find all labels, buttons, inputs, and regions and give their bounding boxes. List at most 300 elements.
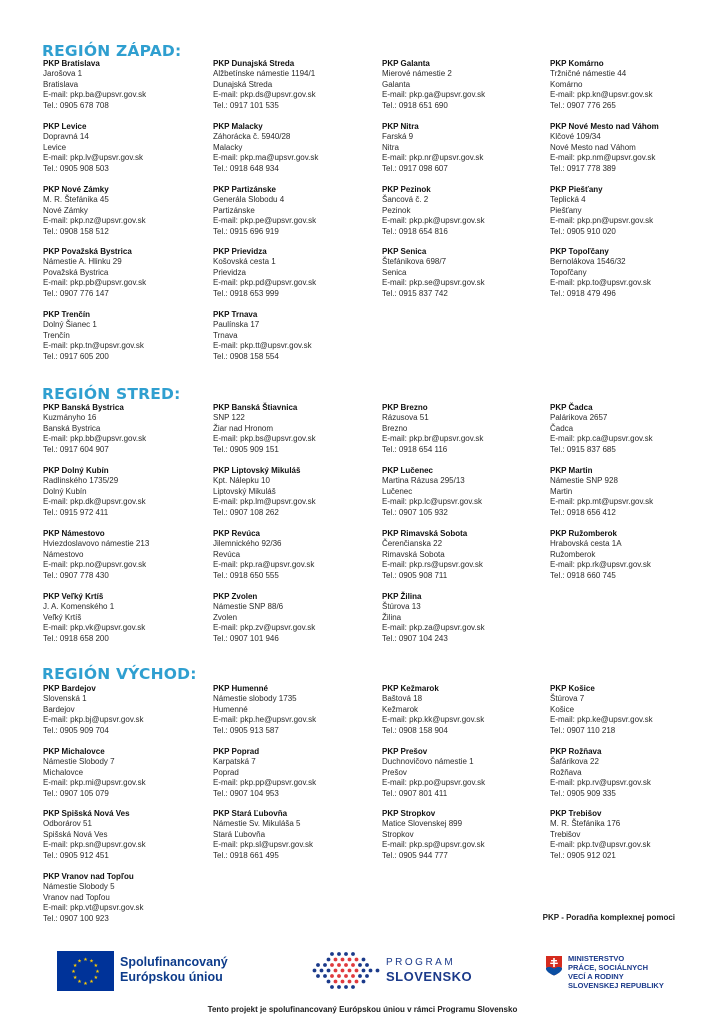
office-address: Záhorácka č. 5940/28 <box>213 132 291 142</box>
office-card <box>43 592 205 644</box>
office-city: Martin <box>550 486 573 496</box>
program-logo-dot <box>341 980 345 984</box>
office-address: J. A. Komenského 1 <box>43 602 115 612</box>
office-email[interactable]: E-mail: pkp.br@upsvr.gov.sk <box>382 434 484 444</box>
office-city: Dunajská Streda <box>213 79 273 89</box>
office-card <box>213 592 375 644</box>
office-address: Paulínska 17 <box>213 320 260 330</box>
office-name: PKP Poprad <box>213 747 260 756</box>
office-email[interactable]: E-mail: pkp.lc@upsvr.gov.sk <box>382 497 483 507</box>
eu-star-icon: ★ <box>83 956 88 963</box>
office-address: Kuzmányho 16 <box>43 413 97 423</box>
office-email[interactable]: E-mail: pkp.ds@upsvr.gov.sk <box>213 90 316 100</box>
office-address: Košovská cesta 1 <box>213 257 276 267</box>
program-logo-dot <box>362 969 366 973</box>
office-email[interactable]: E-mail: pkp.po@upsvr.gov.sk <box>382 778 486 788</box>
office-city: Humenné <box>213 704 248 714</box>
office-address: Dopravná 14 <box>43 132 89 142</box>
program-logo-dot <box>351 952 355 956</box>
office-phone: Tel.: 0905 909 704 <box>43 725 109 735</box>
office-city: Rožňava <box>550 767 582 777</box>
program-logo-dot <box>348 980 352 984</box>
office-phone: Tel.: 0918 654 116 <box>382 444 448 454</box>
office-address: Slovenská 1 <box>43 694 87 704</box>
office-email[interactable]: E-mail: pkp.bj@upsvr.gov.sk <box>43 715 144 725</box>
office-city: Považská Bystrica <box>43 267 109 277</box>
footer-note: Tento projekt je spolufinancovaný Európskou úniou v rámci Programu Slovensko <box>207 1005 518 1014</box>
office-city: Michalovce <box>43 767 84 777</box>
eu-star-icon: ★ <box>89 979 94 986</box>
office-city: Stará Ľubovňa <box>213 829 266 839</box>
office-card <box>43 529 205 581</box>
region-title-zapad: REGIÓN ZÁPAD: <box>42 42 182 60</box>
office-email[interactable]: E-mail: pkp.rk@upsvr.gov.sk <box>550 560 651 570</box>
office-phone: Tel.: 0907 776 265 <box>550 100 616 110</box>
office-email[interactable]: E-mail: pkp.kk@upsvr.gov.sk <box>382 715 485 725</box>
office-city: Nové Zámky <box>43 205 88 215</box>
office-card <box>43 466 205 518</box>
office-card <box>550 403 712 455</box>
office-name: PKP Malacky <box>213 122 263 131</box>
program-slovensko-label <box>386 956 472 984</box>
office-phone: Tel.: 0918 656 412 <box>550 507 616 517</box>
office-email[interactable]: E-mail: pkp.pe@upsvr.gov.sk <box>213 216 317 226</box>
office-name: PKP Trenčín <box>43 310 90 319</box>
program-logo-dot <box>327 969 331 973</box>
office-address: M. R. Štefánika 176 <box>550 819 621 829</box>
office-email[interactable]: E-mail: pkp.ke@upsvr.gov.sk <box>550 715 653 725</box>
program-logo-dot <box>355 980 359 984</box>
office-phone: Tel.: 0918 479 496 <box>550 288 616 298</box>
program-logo-dot <box>337 974 341 978</box>
region-title-vychod: REGIÓN VÝCHOD: <box>42 665 197 683</box>
office-address: Baštová 18 <box>382 694 423 704</box>
office-city: Žilina <box>382 612 402 622</box>
slovak-coat-of-arms-icon <box>545 955 563 976</box>
office-name: PKP Galanta <box>382 59 430 68</box>
office-card <box>213 684 375 736</box>
office-email[interactable]: E-mail: pkp.za@upsvr.gov.sk <box>382 623 485 633</box>
office-name: PKP Dunajská Streda <box>213 59 295 68</box>
office-city: Nitra <box>382 142 399 152</box>
office-address: SNP 122 <box>213 413 245 423</box>
office-card <box>43 122 205 174</box>
office-email[interactable]: E-mail: pkp.vk@upsvr.gov.sk <box>43 623 146 633</box>
office-city: Prievidza <box>213 267 246 277</box>
office-phone: Tel.: 0908 158 554 <box>213 351 279 361</box>
program-logo-dot <box>337 985 341 989</box>
office-address: Radlinského 1735/29 <box>43 476 119 486</box>
program-logo-dot <box>334 980 338 984</box>
office-card <box>43 747 205 799</box>
eu-star-icon: ★ <box>77 979 82 986</box>
office-address: Dolný Šianec 1 <box>43 320 97 330</box>
office-name: PKP Dolný Kubín <box>43 466 109 475</box>
office-phone: Tel.: 0907 110 218 <box>550 725 616 735</box>
office-address: Štúrova 7 <box>550 694 585 704</box>
program-logo-dot <box>334 969 338 973</box>
office-city: Dolný Kubín <box>43 486 87 496</box>
office-phone: Tel.: 0918 651 690 <box>382 100 448 110</box>
office-name: PKP Rimavská Sobota <box>382 529 468 538</box>
office-city: Kežmarok <box>382 704 419 714</box>
office-city: Námestovo <box>43 549 84 559</box>
program-logo-dot <box>344 952 348 956</box>
office-address: Námestie Slobody 5 <box>43 882 115 892</box>
office-name: PKP Pezinok <box>382 185 431 194</box>
office-card <box>213 247 375 299</box>
office-email[interactable]: E-mail: pkp.pb@upsvr.gov.sk <box>43 278 147 288</box>
office-address: Karpatská 7 <box>213 757 256 767</box>
office-card <box>382 403 544 455</box>
office-city: Malacky <box>213 142 243 152</box>
office-card <box>213 747 375 799</box>
office-city: Senica <box>382 267 407 277</box>
office-card <box>382 592 544 644</box>
program-logo-dot <box>348 969 352 973</box>
office-phone: Tel.: 0905 908 503 <box>43 163 109 173</box>
office-address: Matice Slovenskej 899 <box>382 819 463 829</box>
ministry-label <box>568 954 664 990</box>
office-phone: Tel.: 0905 908 711 <box>382 570 448 580</box>
office-name: PKP Nové Zámky <box>43 185 109 194</box>
office-card <box>550 185 712 237</box>
region-title-stred: REGIÓN STRED: <box>42 385 181 403</box>
office-email[interactable]: E-mail: pkp.pd@upsvr.gov.sk <box>213 278 317 288</box>
office-phone: Tel.: 0905 912 021 <box>550 850 616 860</box>
office-email[interactable]: E-mail: pkp.zv@upsvr.gov.sk <box>213 623 316 633</box>
office-name: PKP Humenné <box>213 684 268 693</box>
program-logo-dot <box>369 969 373 973</box>
office-email[interactable]: E-mail: pkp.to@upsvr.gov.sk <box>550 278 651 288</box>
office-email[interactable]: E-mail: pkp.tv@upsvr.gov.sk <box>550 840 651 850</box>
office-name: PKP Spišská Nová Ves <box>43 809 130 818</box>
office-name: PKP Prešov <box>382 747 428 756</box>
office-city: Rimavská Sobota <box>382 549 445 559</box>
ministry-line2: PRÁCE, SOCIÁLNYCH <box>568 963 649 972</box>
office-address: Hrabovská cesta 1A <box>550 539 622 549</box>
program-logo-dot <box>344 974 348 978</box>
office-address: Bernolákova 1546/32 <box>550 257 626 267</box>
office-city: Trnava <box>213 330 238 340</box>
office-address: Odborárov 51 <box>43 819 92 829</box>
eu-star-icon: ★ <box>93 962 99 969</box>
office-city: Banská Bystrica <box>43 423 101 433</box>
ministry-line1: MINISTERSTVO <box>568 954 625 963</box>
eu-star-icon: ★ <box>72 962 78 969</box>
office-email[interactable]: E-mail: pkp.mi@upsvr.gov.sk <box>43 778 146 788</box>
program-logo-dot <box>344 985 348 989</box>
office-phone: Tel.: 0908 158 512 <box>43 226 109 236</box>
ministry-line3: VECÍ A RODINY <box>568 972 624 981</box>
office-name: PKP Senica <box>382 247 427 256</box>
eu-star-icon: ★ <box>89 958 94 965</box>
office-city: Bardejov <box>43 704 75 714</box>
office-name: PKP Revúca <box>213 529 260 538</box>
office-email[interactable]: E-mail: pkp.nm@upsvr.gov.sk <box>550 153 656 163</box>
office-address: Námestie Sv. Mikuláša 5 <box>213 819 301 829</box>
program-logo-dot <box>320 969 324 973</box>
office-card <box>213 122 375 174</box>
office-city: Trenčín <box>43 330 70 340</box>
office-city: Brezno <box>382 423 408 433</box>
office-city: Topoľčany <box>550 267 587 277</box>
office-city: Vranov nad Topľou <box>43 892 110 902</box>
office-name: PKP Brezno <box>382 403 428 412</box>
office-address: M. R. Štefánika 45 <box>43 195 109 205</box>
office-card <box>382 747 544 799</box>
office-email[interactable]: E-mail: pkp.dk@upsvr.gov.sk <box>43 497 146 507</box>
office-phone: Tel.: 0915 696 919 <box>213 226 279 236</box>
office-email[interactable]: E-mail: pkp.lv@upsvr.gov.sk <box>43 153 144 163</box>
office-email[interactable]: E-mail: pkp.sl@upsvr.gov.sk <box>213 840 314 850</box>
office-phone: Tel.: 0918 648 934 <box>213 163 279 173</box>
office-city: Partizánske <box>213 205 255 215</box>
program-logo-dot <box>327 958 331 962</box>
office-email[interactable]: E-mail: pkp.kn@upsvr.gov.sk <box>550 90 653 100</box>
office-card <box>550 747 712 799</box>
office-city: Čadca <box>550 423 574 433</box>
office-phone: Tel.: 0908 158 904 <box>382 725 448 735</box>
program-logo-dot <box>330 963 334 967</box>
office-card <box>382 247 544 299</box>
office-city: Piešťany <box>550 205 582 215</box>
office-phone: Tel.: 0907 101 946 <box>213 633 279 643</box>
office-address: Šancová č. 2 <box>382 195 429 205</box>
office-city: Komárno <box>550 79 583 89</box>
office-card <box>43 684 205 736</box>
office-phone: Tel.: 0907 105 079 <box>43 788 109 798</box>
program-logo-dot <box>351 985 355 989</box>
office-city: Trebišov <box>550 829 581 839</box>
office-name: PKP Prievidza <box>213 247 267 256</box>
office-name: PKP Zvolen <box>213 592 258 601</box>
office-email[interactable]: E-mail: pkp.sp@upsvr.gov.sk <box>382 840 485 850</box>
office-card <box>213 529 375 581</box>
office-name: PKP Kežmarok <box>382 684 439 693</box>
office-email[interactable]: E-mail: pkp.ga@upsvr.gov.sk <box>382 90 486 100</box>
office-address: Jarošova 1 <box>43 69 83 79</box>
office-address: Alžbetínske námestie 1194/1 <box>213 69 316 79</box>
program-logo-dot <box>327 980 331 984</box>
program-logo-dot <box>351 974 355 978</box>
office-email[interactable]: E-mail: pkp.tt@upsvr.gov.sk <box>213 341 312 351</box>
program-logo-dot <box>341 958 345 962</box>
office-card <box>382 809 544 861</box>
office-email[interactable]: E-mail: pkp.nr@upsvr.gov.sk <box>382 153 484 163</box>
office-card <box>382 185 544 237</box>
program-logo-dot <box>376 969 380 973</box>
office-card <box>43 872 205 924</box>
program-logo-dot <box>313 969 317 973</box>
office-phone: Tel.: 0907 104 243 <box>382 633 448 643</box>
eu-cofinanced-line1: Spolufinancovaný <box>120 955 228 969</box>
program-logo-dot <box>348 958 352 962</box>
office-email[interactable]: E-mail: pkp.pp@upsvr.gov.sk <box>213 778 317 788</box>
office-city: Prešov <box>382 767 407 777</box>
program-logo-dot <box>334 958 338 962</box>
office-city: Veľký Krtíš <box>43 612 82 622</box>
office-phone: Tel.: 0918 661 495 <box>213 850 279 860</box>
office-card <box>382 59 544 111</box>
office-name: PKP Rožňava <box>550 747 602 756</box>
office-email[interactable]: E-mail: pkp.rs@upsvr.gov.sk <box>382 560 483 570</box>
program-logo-dot <box>362 980 366 984</box>
office-address: Tržničné námestie 44 <box>550 69 627 79</box>
office-name: PKP Nitra <box>382 122 419 131</box>
office-email[interactable]: E-mail: pkp.lm@upsvr.gov.sk <box>213 497 316 507</box>
office-phone: Tel.: 0907 104 953 <box>213 788 279 798</box>
office-phone: Tel.: 0905 910 020 <box>550 226 616 236</box>
office-card <box>550 59 712 111</box>
office-email[interactable]: E-mail: pkp.se@upsvr.gov.sk <box>382 278 485 288</box>
office-email[interactable]: E-mail: pkp.ra@upsvr.gov.sk <box>213 560 315 570</box>
office-address: Mierové námestie 2 <box>382 69 452 79</box>
program-logo-dot <box>344 963 348 967</box>
office-city: Zvolen <box>213 612 238 622</box>
office-card <box>213 403 375 455</box>
office-name: PKP Veľký Krtíš <box>43 592 104 601</box>
office-card <box>550 122 712 174</box>
office-card <box>382 529 544 581</box>
office-name: PKP Ružomberok <box>550 529 617 538</box>
office-city: Ružomberok <box>550 549 596 559</box>
office-email[interactable]: E-mail: pkp.ba@upsvr.gov.sk <box>43 90 147 100</box>
office-address: Martina Rázusa 295/13 <box>382 476 465 486</box>
office-card <box>213 185 375 237</box>
office-email[interactable]: E-mail: pkp.vt@upsvr.gov.sk <box>43 903 144 913</box>
office-city: Levice <box>43 142 67 152</box>
office-email[interactable]: E-mail: pkp.pn@upsvr.gov.sk <box>550 216 654 226</box>
office-email[interactable]: E-mail: pkp.nz@upsvr.gov.sk <box>43 216 146 226</box>
office-phone: Tel.: 0905 678 708 <box>43 100 109 110</box>
office-address: Jilemnického 92/36 <box>213 539 282 549</box>
program-label-line1: PROGRAM <box>386 957 456 968</box>
office-card <box>550 684 712 736</box>
office-address: Štefánikova 698/7 <box>382 257 447 267</box>
office-name: PKP Levice <box>43 122 87 131</box>
office-address: Námestie Slobody 7 <box>43 757 115 767</box>
office-phone: Tel.: 0918 654 816 <box>382 226 448 236</box>
office-name: PKP Vranov nad Topľou <box>43 872 134 881</box>
office-name: PKP Liptovský Mikuláš <box>213 466 301 475</box>
office-city: Galanta <box>382 79 411 89</box>
office-name: PKP Stará Ľubovňa <box>213 809 288 818</box>
office-card <box>213 59 375 111</box>
office-city: Košice <box>550 704 575 714</box>
office-phone: Tel.: 0918 658 200 <box>43 633 109 643</box>
office-phone: Tel.: 0905 909 335 <box>550 788 616 798</box>
office-address: Palárikova 2657 <box>550 413 608 423</box>
office-address: Farská 9 <box>382 132 414 142</box>
eu-flag-icon <box>57 951 114 991</box>
office-address: Hviezdoslavovo námestie 213 <box>43 539 150 549</box>
program-logo-dot <box>337 963 341 967</box>
office-email[interactable]: E-mail: pkp.tn@upsvr.gov.sk <box>43 341 144 351</box>
office-card <box>213 809 375 861</box>
office-city: Revúca <box>213 549 241 559</box>
office-address: Štúrova 13 <box>382 602 421 612</box>
office-name: PKP Považská Bystrica <box>43 247 132 256</box>
office-address: Generála Slobodu 4 <box>213 195 285 205</box>
eu-star-icon: ★ <box>95 968 100 975</box>
eu-star-icon: ★ <box>83 980 88 987</box>
eu-star-icon: ★ <box>93 974 99 981</box>
office-email[interactable]: E-mail: pkp.mt@upsvr.gov.sk <box>550 497 654 507</box>
eu-cofinanced-label <box>120 955 228 985</box>
office-card <box>550 529 712 581</box>
pkp-legend: PKP - Poradňa komplexnej pomoci <box>542 913 675 922</box>
program-logo-dot <box>316 963 320 967</box>
program-logo-dot <box>330 952 334 956</box>
office-card <box>382 466 544 518</box>
office-name: PKP Trnava <box>213 310 258 319</box>
office-email[interactable]: E-mail: pkp.bs@upsvr.gov.sk <box>213 434 316 444</box>
office-email[interactable]: E-mail: pkp.sn@upsvr.gov.sk <box>43 840 146 850</box>
program-logo-dot <box>358 974 362 978</box>
office-card <box>213 466 375 518</box>
program-logo-dot <box>358 963 362 967</box>
program-logo-dot <box>365 974 369 978</box>
office-address: Kpt. Nálepku 10 <box>213 476 270 486</box>
office-phone: Tel.: 0905 913 587 <box>213 725 279 735</box>
office-card <box>43 403 205 455</box>
office-phone: Tel.: 0915 972 411 <box>43 507 109 517</box>
office-card <box>382 122 544 174</box>
office-email[interactable]: E-mail: pkp.he@upsvr.gov.sk <box>213 715 317 725</box>
office-card <box>43 310 205 362</box>
office-phone: Tel.: 0917 605 200 <box>43 351 109 361</box>
office-card <box>382 684 544 736</box>
office-address: Námestie slobody 1735 <box>213 694 297 704</box>
office-name: PKP Banská Štiavnica <box>213 403 298 412</box>
office-card <box>550 247 712 299</box>
office-address: Námestie SNP 88/6 <box>213 602 284 612</box>
office-email[interactable]: E-mail: pkp.ma@upsvr.gov.sk <box>213 153 319 163</box>
office-phone: Tel.: 0907 105 932 <box>382 507 448 517</box>
office-name: PKP Stropkov <box>382 809 436 818</box>
office-address: Šafárikova 22 <box>550 757 599 767</box>
ministry-line4: SLOVENSKEJ REPUBLIKY <box>568 981 664 990</box>
program-logo-dot <box>365 963 369 967</box>
office-phone: Tel.: 0918 660 745 <box>550 570 616 580</box>
office-address: Námestie A. Hlinku 29 <box>43 257 122 267</box>
office-name: PKP Piešťany <box>550 185 603 194</box>
office-phone: Tel.: 0915 837 685 <box>550 444 616 454</box>
office-card <box>43 59 205 111</box>
office-email[interactable]: E-mail: pkp.bb@upsvr.gov.sk <box>43 434 147 444</box>
program-logo-dot <box>351 963 355 967</box>
office-card <box>43 809 205 861</box>
office-city: Pezinok <box>382 205 411 215</box>
office-name: PKP Košice <box>550 684 595 693</box>
program-logo-dot <box>337 952 341 956</box>
office-email[interactable]: E-mail: pkp.ca@upsvr.gov.sk <box>550 434 653 444</box>
office-email[interactable]: E-mail: pkp.pk@upsvr.gov.sk <box>382 216 485 226</box>
program-logo-dot <box>330 985 334 989</box>
office-name: PKP Komárno <box>550 59 604 68</box>
office-name: PKP Čadca <box>550 403 593 412</box>
office-email[interactable]: E-mail: pkp.rv@upsvr.gov.sk <box>550 778 651 788</box>
office-address: Námestie SNP 928 <box>550 476 618 486</box>
office-email[interactable]: E-mail: pkp.no@upsvr.gov.sk <box>43 560 147 570</box>
office-name: PKP Partizánske <box>213 185 276 194</box>
office-card <box>43 185 205 237</box>
program-logo-dot <box>330 974 334 978</box>
office-address: Klčové 109/34 <box>550 132 601 142</box>
office-address: Duchnovičovo námestie 1 <box>382 757 474 767</box>
program-logo-dot <box>341 969 345 973</box>
